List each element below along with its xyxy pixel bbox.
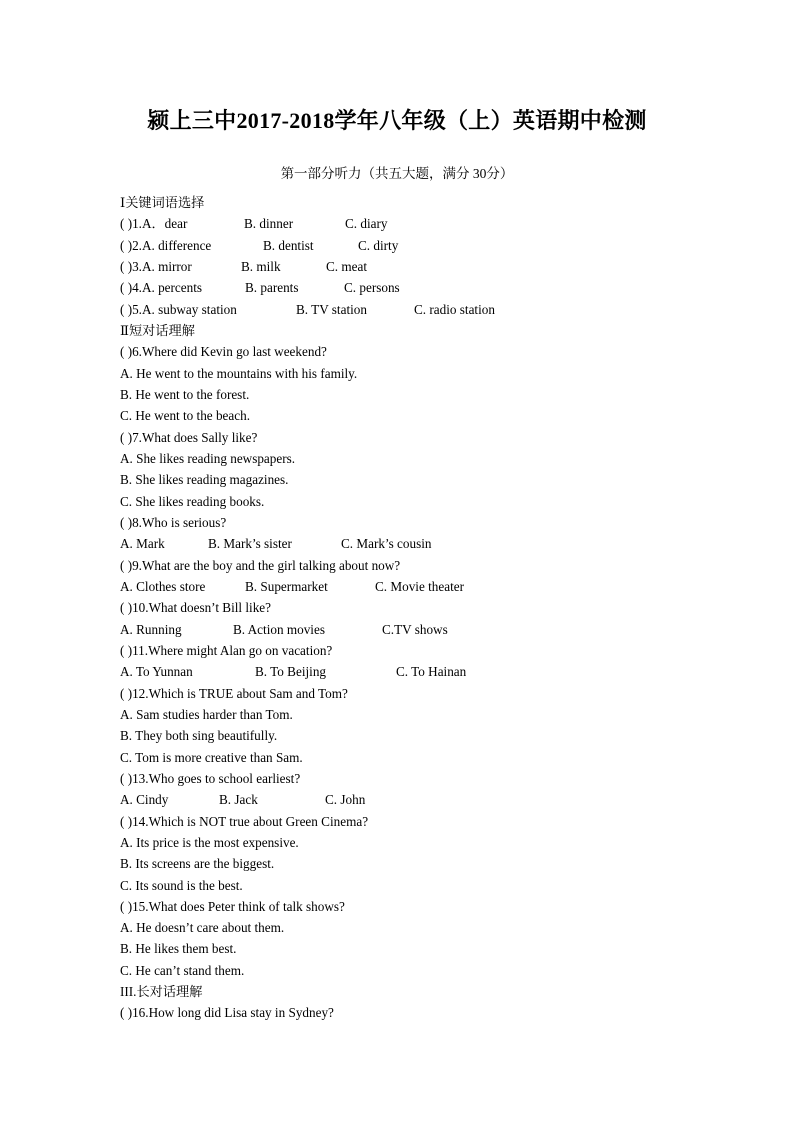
question-stem: ( )6.Where did Kevin go last weekend? xyxy=(120,344,327,360)
section-subtitle: 第一部分听力（共五大题，满分 30分） xyxy=(280,166,514,181)
section-heading xyxy=(120,320,740,341)
answer-option-text: A. He went to the mountains with his family. xyxy=(120,365,358,381)
section-heading-text: III.长对话理解 xyxy=(120,984,203,1000)
question-stem: ( )7.What does Sally like? xyxy=(120,429,258,445)
question-line xyxy=(120,597,740,618)
question-stem: ( )1.A．dear xyxy=(120,216,188,232)
answer-option xyxy=(120,469,740,490)
question-stem: A. Running xyxy=(120,621,182,637)
option-choice: B. To Beijing xyxy=(255,664,327,680)
question-line xyxy=(120,427,740,448)
question-stem: A. Cindy xyxy=(120,792,169,808)
option-choice: C.TV shows xyxy=(382,621,448,637)
question-line xyxy=(120,1002,740,1023)
question-stem: A. Mark xyxy=(120,536,165,552)
answer-option xyxy=(120,960,740,981)
question-stem: ( )5.A. subway station xyxy=(120,301,237,317)
answer-option xyxy=(120,448,740,469)
question-line xyxy=(120,896,740,917)
answer-option xyxy=(120,704,740,725)
option-choice: C. Mark’s cousin xyxy=(341,536,432,552)
page-title: 颍上三中2017-2018学年八年级（上）英语期中检测 xyxy=(147,108,647,133)
question-line xyxy=(120,661,740,682)
section-heading xyxy=(120,192,740,213)
question-line xyxy=(120,256,740,277)
option-choice: C. radio station xyxy=(414,301,495,317)
question-stem: ( )16.How long did Lisa stay in Sydney? xyxy=(120,1005,334,1021)
option-choice: B. Action movies xyxy=(233,621,325,637)
question-line xyxy=(120,619,740,640)
question-stem: ( )13.Who goes to school earliest? xyxy=(120,770,301,786)
question-line xyxy=(120,533,740,554)
option-choice: C. To Hainan xyxy=(396,664,467,680)
question-line xyxy=(120,299,740,320)
question-stem: ( )12.Which is TRUE about Sam and Tom? xyxy=(120,685,348,701)
option-choice: C. John xyxy=(325,792,366,808)
answer-option-text: B. He went to the forest. xyxy=(120,386,250,402)
question-line xyxy=(120,213,740,234)
answer-option-text: B. They both sing beautifully. xyxy=(120,728,278,744)
answer-option-text: C. Its sound is the best. xyxy=(120,877,243,893)
answer-option-text: B. She likes reading magazines. xyxy=(120,472,289,488)
answer-option-text: A. She likes reading newspapers. xyxy=(120,450,296,466)
question-line xyxy=(120,768,740,789)
question-stem: ( )9.What are the boy and the girl talking about now? xyxy=(120,557,401,573)
option-choice: B. Supermarket xyxy=(245,578,328,594)
answer-option-text: A. Its price is the most expensive. xyxy=(120,834,299,850)
section-heading-text: Ⅰ关键词语选择 xyxy=(120,195,205,210)
option-choice: B. Jack xyxy=(219,792,258,808)
answer-option-text: A. Sam studies harder than Tom. xyxy=(120,706,293,722)
answer-option xyxy=(120,832,740,853)
answer-option xyxy=(120,747,740,768)
option-choice: C. dirty xyxy=(358,237,399,253)
answer-option xyxy=(120,917,740,938)
answer-option-text: C. She likes reading books. xyxy=(120,493,265,509)
question-line xyxy=(120,640,740,661)
question-stem: A. Clothes store xyxy=(120,578,206,594)
question-line xyxy=(120,555,740,576)
question-stem: ( )2.A. difference xyxy=(120,237,212,253)
question-list xyxy=(120,192,740,1024)
answer-option-text: B. He likes them best. xyxy=(120,941,237,957)
section-heading-text: Ⅱ短对话理解 xyxy=(120,322,195,338)
question-line xyxy=(120,341,740,362)
question-line xyxy=(120,683,740,704)
question-line xyxy=(120,235,740,256)
answer-option-text: B. Its screens are the biggest. xyxy=(120,856,275,872)
option-choice: B. dinner xyxy=(244,216,294,232)
question-stem: ( )14.Which is NOT true about Green Cinema? xyxy=(120,813,369,829)
answer-option xyxy=(120,384,740,405)
answer-option-text: C. Tom is more creative than Sam. xyxy=(120,749,303,765)
option-choice: C. meat xyxy=(326,258,368,274)
answer-option xyxy=(120,405,740,426)
question-stem: ( )11.Where might Alan go on vacation? xyxy=(120,642,333,658)
question-line xyxy=(120,811,740,832)
answer-option xyxy=(120,875,740,896)
option-choice: C. Movie theater xyxy=(375,578,464,594)
answer-option-text: A. He doesn’t care about them. xyxy=(120,920,285,936)
question-line xyxy=(120,512,740,533)
answer-option xyxy=(120,938,740,959)
answer-option-text: C. He went to the beach. xyxy=(120,408,251,424)
question-line xyxy=(120,789,740,810)
question-stem: ( )3.A. mirror xyxy=(120,258,192,274)
answer-option xyxy=(120,853,740,874)
question-stem: ( )4.A. percents xyxy=(120,280,203,296)
option-choice: B. TV station xyxy=(296,301,367,317)
question-stem: A. To Yunnan xyxy=(120,664,193,680)
option-choice: B. parents xyxy=(245,280,299,296)
option-choice: C. persons xyxy=(344,280,400,296)
option-choice: B. Mark’s sister xyxy=(208,536,292,552)
question-stem: ( )15.What does Peter think of talk shows? xyxy=(120,898,345,914)
answer-option xyxy=(120,725,740,746)
question-line xyxy=(120,576,740,597)
question-line xyxy=(120,277,740,298)
answer-option xyxy=(120,491,740,512)
question-stem: ( )8.Who is serious? xyxy=(120,514,227,530)
answer-option xyxy=(120,363,740,384)
answer-option-text: C. He can’t stand them. xyxy=(120,962,245,978)
option-choice: B. milk xyxy=(241,258,281,274)
section-heading xyxy=(120,981,740,1002)
question-stem: ( )10.What doesn’t Bill like? xyxy=(120,600,272,616)
option-choice: C. diary xyxy=(345,216,388,232)
option-choice: B. dentist xyxy=(263,237,314,253)
